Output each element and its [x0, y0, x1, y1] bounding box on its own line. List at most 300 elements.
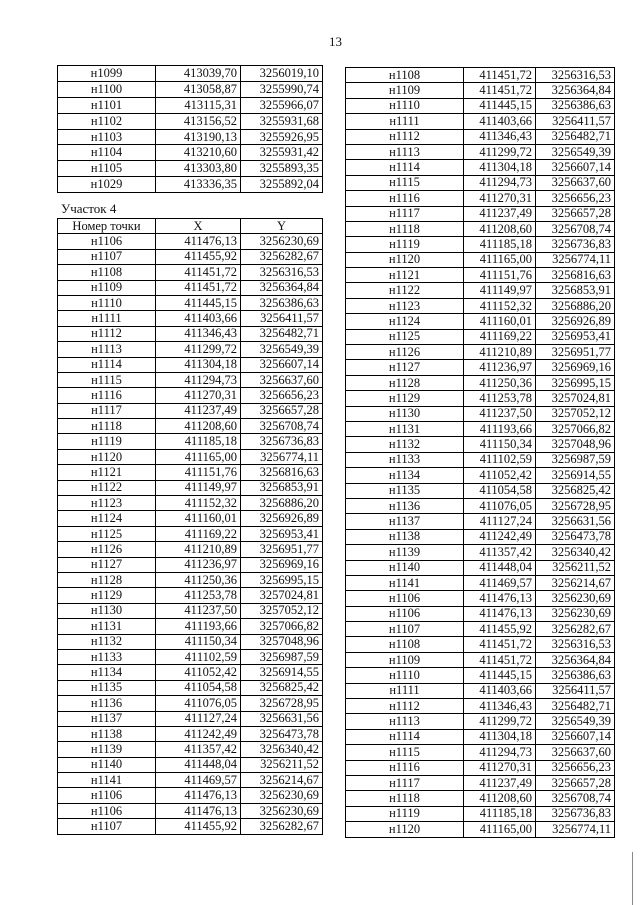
table-row: [58, 788, 323, 803]
table-row: [346, 545, 615, 560]
point-number-cell: н1117: [346, 206, 464, 221]
x-coordinate-cell: 411455,92: [464, 622, 536, 637]
table-row: [346, 452, 615, 467]
table-row: [346, 345, 615, 360]
x-coordinate-cell: 411250,36: [156, 572, 241, 587]
table-row: [58, 249, 323, 264]
table-row: [346, 575, 615, 590]
y-coordinate-cell: 3256607,14: [536, 160, 615, 175]
table-row: [58, 649, 323, 664]
point-number-cell: н1136: [346, 498, 464, 513]
point-number-cell: н1140: [346, 560, 464, 575]
y-coordinate-cell: 3256995,15: [536, 375, 615, 390]
x-coordinate-cell: 411346,43: [464, 129, 536, 144]
x-coordinate-cell: 411152,32: [156, 496, 241, 511]
table-row: [58, 619, 323, 634]
table-row: [346, 298, 615, 313]
table-row: [58, 234, 323, 249]
point-number-cell: н1141: [58, 773, 156, 788]
table-row: [346, 360, 615, 375]
y-coordinate-cell: 3256951,77: [536, 345, 615, 360]
x-coordinate-cell: 411294,73: [156, 372, 241, 387]
point-number-cell: н1121: [58, 465, 156, 480]
table-row: [58, 434, 323, 449]
point-number-cell: н1109: [346, 652, 464, 667]
table-row: [58, 161, 323, 177]
x-coordinate-cell: 411208,60: [464, 221, 536, 236]
table-row: [58, 357, 323, 372]
table-row: [346, 329, 615, 344]
y-coordinate-cell: 3256987,59: [241, 649, 323, 664]
y-coordinate-cell: 3256364,84: [241, 280, 323, 295]
x-coordinate-cell: 411455,92: [156, 249, 241, 264]
y-coordinate-cell: 3256914,55: [536, 468, 615, 483]
table-row: [58, 511, 323, 526]
point-number-cell: н1136: [58, 696, 156, 711]
x-coordinate-cell: 413039,70: [156, 66, 241, 82]
table-row: [346, 791, 615, 806]
x-coordinate-cell: 411160,01: [156, 511, 241, 526]
table-row: [346, 498, 615, 513]
y-coordinate-cell: 3256708,74: [536, 791, 615, 806]
point-number-cell: н1137: [346, 514, 464, 529]
y-coordinate-cell: 3255892,04: [241, 177, 323, 193]
y-coordinate-cell: 3256316,53: [536, 637, 615, 652]
point-number-cell: н1135: [346, 483, 464, 498]
point-number-cell: н1110: [346, 668, 464, 683]
table-row: [58, 129, 323, 145]
table-row: [58, 66, 323, 82]
point-number-cell: н1119: [346, 806, 464, 821]
y-coordinate-cell: 3256969,16: [241, 557, 323, 572]
y-coordinate-cell: 3256473,78: [241, 726, 323, 741]
table-header: [58, 219, 323, 234]
point-number-cell: н1141: [346, 575, 464, 590]
point-number-cell: н1112: [346, 699, 464, 714]
point-number-cell: н1139: [346, 545, 464, 560]
x-coordinate-cell: 411150,34: [464, 437, 536, 452]
x-coordinate-cell: 411102,59: [156, 649, 241, 664]
point-number-cell: н1107: [58, 819, 156, 834]
y-coordinate-cell: 3256364,84: [536, 652, 615, 667]
table-row: [58, 342, 323, 357]
table-row: [346, 129, 615, 144]
y-coordinate-cell: 3256019,10: [241, 66, 323, 82]
table-row: [346, 314, 615, 329]
x-coordinate-cell: 411151,76: [156, 465, 241, 480]
y-coordinate-cell: 3256728,95: [241, 696, 323, 711]
x-coordinate-cell: 411445,15: [464, 668, 536, 683]
table-row: [58, 113, 323, 129]
table-row: [58, 526, 323, 541]
x-coordinate-cell: 411076,05: [156, 696, 241, 711]
x-coordinate-cell: 411165,00: [464, 252, 536, 267]
point-number-cell: н1102: [58, 113, 156, 129]
y-coordinate-cell: 3256637,60: [241, 372, 323, 387]
x-coordinate-cell: 411448,04: [464, 560, 536, 575]
table-row: [346, 529, 615, 544]
table-row: [346, 514, 615, 529]
point-number-cell: н1120: [346, 822, 464, 837]
point-number-cell: н1118: [346, 221, 464, 236]
y-coordinate-cell: 3256914,55: [241, 665, 323, 680]
point-number-cell: н1133: [346, 452, 464, 467]
y-coordinate-cell: 3257024,81: [241, 588, 323, 603]
y-coordinate-cell: 3256631,56: [241, 711, 323, 726]
point-number-cell: н1137: [58, 711, 156, 726]
y-coordinate-cell: 3256411,57: [536, 683, 615, 698]
table-row: [58, 572, 323, 587]
table-row: [346, 175, 615, 190]
point-number-cell: н1114: [346, 729, 464, 744]
x-coordinate-cell: 411169,22: [464, 329, 536, 344]
x-coordinate-cell: 411185,18: [464, 237, 536, 252]
point-number-cell: н1110: [346, 98, 464, 113]
y-coordinate-cell: 3256637,60: [536, 175, 615, 190]
y-coordinate-cell: 3257052,12: [241, 603, 323, 618]
table-row: [58, 665, 323, 680]
table-row: [346, 714, 615, 729]
point-number-cell: н1127: [346, 360, 464, 375]
x-coordinate-cell: 413210,60: [156, 145, 241, 161]
y-coordinate-cell: 3256214,67: [536, 575, 615, 590]
y-coordinate-cell: 3256656,23: [536, 760, 615, 775]
table-row: [346, 206, 615, 221]
y-coordinate-cell: 3256995,15: [241, 572, 323, 587]
x-coordinate-cell: 411242,49: [464, 529, 536, 544]
x-coordinate-cell: 411210,89: [156, 542, 241, 557]
point-number-cell: н1121: [346, 268, 464, 283]
y-coordinate-cell: 3256482,71: [536, 699, 615, 714]
x-coordinate-cell: 411237,49: [464, 775, 536, 790]
x-coordinate-cell: 411451,72: [464, 637, 536, 652]
x-coordinate-cell: 411237,50: [464, 406, 536, 421]
table-row: [58, 97, 323, 113]
point-number-cell: н1106: [58, 234, 156, 249]
point-number-cell: н1129: [346, 391, 464, 406]
x-coordinate-cell: 411451,72: [464, 68, 536, 83]
table-row: [58, 419, 323, 434]
point-number-cell: н1104: [58, 145, 156, 161]
x-coordinate-cell: 413115,31: [156, 97, 241, 113]
y-coordinate-cell: 3256473,78: [536, 529, 615, 544]
x-coordinate-cell: 411270,31: [464, 760, 536, 775]
x-coordinate-cell: 411127,24: [156, 711, 241, 726]
point-number-cell: н1125: [346, 329, 464, 344]
x-coordinate-cell: 411357,42: [464, 545, 536, 560]
y-coordinate-cell: 3256816,63: [536, 268, 615, 283]
x-coordinate-cell: 411253,78: [464, 391, 536, 406]
x-coordinate-cell: 411476,13: [156, 234, 241, 249]
point-number-cell: н1130: [58, 603, 156, 618]
table-row: [58, 634, 323, 649]
point-number-cell: н1132: [58, 634, 156, 649]
x-coordinate-cell: 411451,72: [464, 652, 536, 667]
header-y: Y: [241, 219, 323, 234]
x-coordinate-cell: 411169,22: [156, 526, 241, 541]
point-number-cell: н1116: [346, 191, 464, 206]
y-coordinate-cell: 3256825,42: [241, 680, 323, 695]
y-coordinate-cell: 3256211,52: [536, 560, 615, 575]
point-number-cell: н1138: [346, 529, 464, 544]
x-coordinate-cell: 411299,72: [156, 342, 241, 357]
x-coordinate-cell: 411357,42: [156, 742, 241, 757]
point-number-cell: н1123: [58, 496, 156, 511]
y-coordinate-cell: 3256631,56: [536, 514, 615, 529]
y-coordinate-cell: 3257066,82: [241, 619, 323, 634]
point-number-cell: н1118: [346, 791, 464, 806]
y-coordinate-cell: 3256987,59: [536, 452, 615, 467]
point-number-cell: н1111: [58, 311, 156, 326]
table-row: [346, 114, 615, 129]
table-row: [346, 252, 615, 267]
point-number-cell: н1128: [58, 572, 156, 587]
point-number-cell: н1124: [58, 511, 156, 526]
x-coordinate-cell: 411455,92: [156, 819, 241, 834]
y-coordinate-cell: 3255931,42: [241, 145, 323, 161]
x-coordinate-cell: 411242,49: [156, 726, 241, 741]
y-coordinate-cell: 3256482,71: [536, 129, 615, 144]
point-number-cell: н1117: [58, 403, 156, 418]
table-row: [58, 803, 323, 818]
x-coordinate-cell: 411304,18: [464, 729, 536, 744]
x-coordinate-cell: 411253,78: [156, 588, 241, 603]
x-coordinate-cell: 411152,32: [464, 298, 536, 313]
table-row: [58, 557, 323, 572]
table-row: [58, 711, 323, 726]
table-row: [346, 68, 615, 83]
table-row: [58, 726, 323, 741]
table-row: [58, 465, 323, 480]
point-number-cell: н1124: [346, 314, 464, 329]
table-header-row: [58, 219, 323, 234]
table-row: [346, 221, 615, 236]
table-row: [346, 591, 615, 606]
x-coordinate-cell: 411445,15: [464, 98, 536, 113]
x-coordinate-cell: 411476,13: [464, 591, 536, 606]
x-coordinate-cell: 411054,58: [156, 680, 241, 695]
x-coordinate-cell: 411469,57: [156, 773, 241, 788]
y-coordinate-cell: 3256953,41: [241, 526, 323, 541]
y-coordinate-cell: 3257048,96: [536, 437, 615, 452]
point-number-cell: н1108: [346, 68, 464, 83]
table-row: [346, 268, 615, 283]
point-number-cell: н1105: [58, 161, 156, 177]
table-row: [346, 806, 615, 821]
point-number-cell: н1108: [58, 265, 156, 280]
table-row: [346, 668, 615, 683]
y-coordinate-cell: 3257052,12: [536, 406, 615, 421]
y-coordinate-cell: 3256708,74: [241, 419, 323, 434]
point-number-cell: н1123: [346, 298, 464, 313]
point-number-cell: н1119: [346, 237, 464, 252]
x-coordinate-cell: 411346,43: [464, 699, 536, 714]
point-number-cell: н1139: [58, 742, 156, 757]
x-coordinate-cell: 411451,72: [156, 265, 241, 280]
table-row: [58, 280, 323, 295]
y-coordinate-cell: 3256411,57: [241, 311, 323, 326]
y-coordinate-cell: 3256637,60: [536, 745, 615, 760]
table-row: [58, 326, 323, 341]
x-coordinate-cell: 411476,13: [464, 606, 536, 621]
x-coordinate-cell: 411403,66: [464, 683, 536, 698]
table-row: [346, 421, 615, 436]
table-row: [346, 160, 615, 175]
y-coordinate-cell: 3256656,23: [241, 388, 323, 403]
table-row: [346, 468, 615, 483]
table-row: [58, 819, 323, 834]
point-number-cell: н1117: [346, 775, 464, 790]
table-row: [58, 449, 323, 464]
table-body: [58, 234, 323, 834]
y-coordinate-cell: 3257066,82: [536, 421, 615, 436]
y-coordinate-cell: 3256411,57: [536, 114, 615, 129]
point-number-cell: н1131: [346, 421, 464, 436]
y-coordinate-cell: 3256853,91: [241, 480, 323, 495]
y-coordinate-cell: 3256736,83: [241, 434, 323, 449]
point-number-cell: н1140: [58, 757, 156, 772]
page-number: 13: [329, 34, 342, 49]
table-row: [58, 81, 323, 97]
x-coordinate-cell: 411403,66: [464, 114, 536, 129]
point-number-cell: н1125: [58, 526, 156, 541]
x-coordinate-cell: 411052,42: [156, 665, 241, 680]
x-coordinate-cell: 411237,49: [464, 206, 536, 221]
y-coordinate-cell: 3255990,74: [241, 81, 323, 97]
y-coordinate-cell: 3255926,95: [241, 129, 323, 145]
y-coordinate-cell: 3256657,28: [536, 775, 615, 790]
x-coordinate-cell: 411149,97: [464, 283, 536, 298]
x-coordinate-cell: 411403,66: [156, 311, 241, 326]
table-row: [58, 603, 323, 618]
y-coordinate-cell: 3255893,35: [241, 161, 323, 177]
table-row: [346, 375, 615, 390]
point-number-cell: н1115: [58, 372, 156, 387]
x-coordinate-cell: 411445,15: [156, 295, 241, 310]
y-coordinate-cell: 3256816,63: [241, 465, 323, 480]
x-coordinate-cell: 411076,05: [464, 498, 536, 513]
x-coordinate-cell: 413156,52: [156, 113, 241, 129]
x-coordinate-cell: 411165,00: [156, 449, 241, 464]
table-row: [346, 683, 615, 698]
y-coordinate-cell: 3256657,28: [241, 403, 323, 418]
x-coordinate-cell: 411299,72: [464, 714, 536, 729]
table-row: [346, 283, 615, 298]
table-row: [346, 406, 615, 421]
point-number-cell: н1106: [58, 803, 156, 818]
table-row: [58, 372, 323, 387]
scan-edge-line: [632, 852, 633, 905]
y-coordinate-cell: 3256708,74: [536, 221, 615, 236]
x-coordinate-cell: 411165,00: [464, 822, 536, 837]
table-row: [58, 696, 323, 711]
point-number-cell: н1130: [346, 406, 464, 421]
y-coordinate-cell: 3256825,42: [536, 483, 615, 498]
table-body: [58, 66, 323, 193]
x-coordinate-cell: 411451,72: [464, 83, 536, 98]
table-row: [58, 680, 323, 695]
point-number-cell: н1128: [346, 375, 464, 390]
y-coordinate-cell: 3256211,52: [241, 757, 323, 772]
point-number-cell: н1106: [346, 591, 464, 606]
table-row: [58, 295, 323, 310]
x-coordinate-cell: 411151,76: [464, 268, 536, 283]
point-number-cell: н1106: [346, 606, 464, 621]
table-row: [58, 480, 323, 495]
y-coordinate-cell: 3256230,69: [241, 234, 323, 249]
point-number-cell: н1122: [58, 480, 156, 495]
table-row: [58, 742, 323, 757]
table-row: [346, 98, 615, 113]
point-number-cell: н1109: [346, 83, 464, 98]
y-coordinate-cell: 3256951,77: [241, 542, 323, 557]
y-coordinate-cell: 3256886,20: [241, 496, 323, 511]
x-coordinate-cell: 411102,59: [464, 452, 536, 467]
point-number-cell: н1114: [58, 357, 156, 372]
y-coordinate-cell: 3256953,41: [536, 329, 615, 344]
table-row: [346, 760, 615, 775]
y-coordinate-cell: 3256774,11: [536, 822, 615, 837]
y-coordinate-cell: 3256316,53: [241, 265, 323, 280]
table-row: [58, 388, 323, 403]
y-coordinate-cell: 3256853,91: [536, 283, 615, 298]
x-coordinate-cell: 411185,18: [156, 434, 241, 449]
point-number-cell: н1103: [58, 129, 156, 145]
x-coordinate-cell: 411193,66: [156, 619, 241, 634]
point-number-cell: н1132: [346, 437, 464, 452]
table-body: [346, 68, 615, 838]
x-coordinate-cell: 411476,13: [156, 803, 241, 818]
y-coordinate-cell: 3256230,69: [241, 788, 323, 803]
y-coordinate-cell: 3256230,69: [241, 803, 323, 818]
table-row: [346, 622, 615, 637]
x-coordinate-cell: 411160,01: [464, 314, 536, 329]
y-coordinate-cell: 3256728,95: [536, 498, 615, 513]
y-coordinate-cell: 3256316,53: [536, 68, 615, 83]
y-coordinate-cell: 3256364,84: [536, 83, 615, 98]
y-coordinate-cell: 3256774,11: [536, 252, 615, 267]
point-number-cell: н1113: [58, 342, 156, 357]
y-coordinate-cell: 3256482,71: [241, 326, 323, 341]
point-number-cell: н1113: [346, 714, 464, 729]
y-coordinate-cell: 3256656,23: [536, 191, 615, 206]
coordinates-table-continued: [57, 65, 323, 193]
table-row: [58, 496, 323, 511]
x-coordinate-cell: 411208,60: [464, 791, 536, 806]
table-row: [58, 773, 323, 788]
table-row: [346, 822, 615, 837]
point-number-cell: н1120: [346, 252, 464, 267]
y-coordinate-cell: 3256230,69: [536, 606, 615, 621]
table-row: [58, 177, 323, 193]
x-coordinate-cell: 411469,57: [464, 575, 536, 590]
y-coordinate-cell: 3256230,69: [536, 591, 615, 606]
y-coordinate-cell: 3255966,07: [241, 97, 323, 113]
y-coordinate-cell: 3256926,89: [241, 511, 323, 526]
point-number-cell: н1107: [346, 622, 464, 637]
y-coordinate-cell: 3256969,16: [536, 360, 615, 375]
y-coordinate-cell: 3256657,28: [536, 206, 615, 221]
y-coordinate-cell: 3256340,42: [536, 545, 615, 560]
point-number-cell: н1133: [58, 649, 156, 664]
y-coordinate-cell: 3256549,39: [241, 342, 323, 357]
point-number-cell: н1134: [58, 665, 156, 680]
x-coordinate-cell: 411299,72: [464, 144, 536, 159]
coordinates-table-plot-4: [57, 218, 323, 835]
y-coordinate-cell: 3256386,63: [241, 295, 323, 310]
point-number-cell: н1108: [346, 637, 464, 652]
table-row: [58, 145, 323, 161]
